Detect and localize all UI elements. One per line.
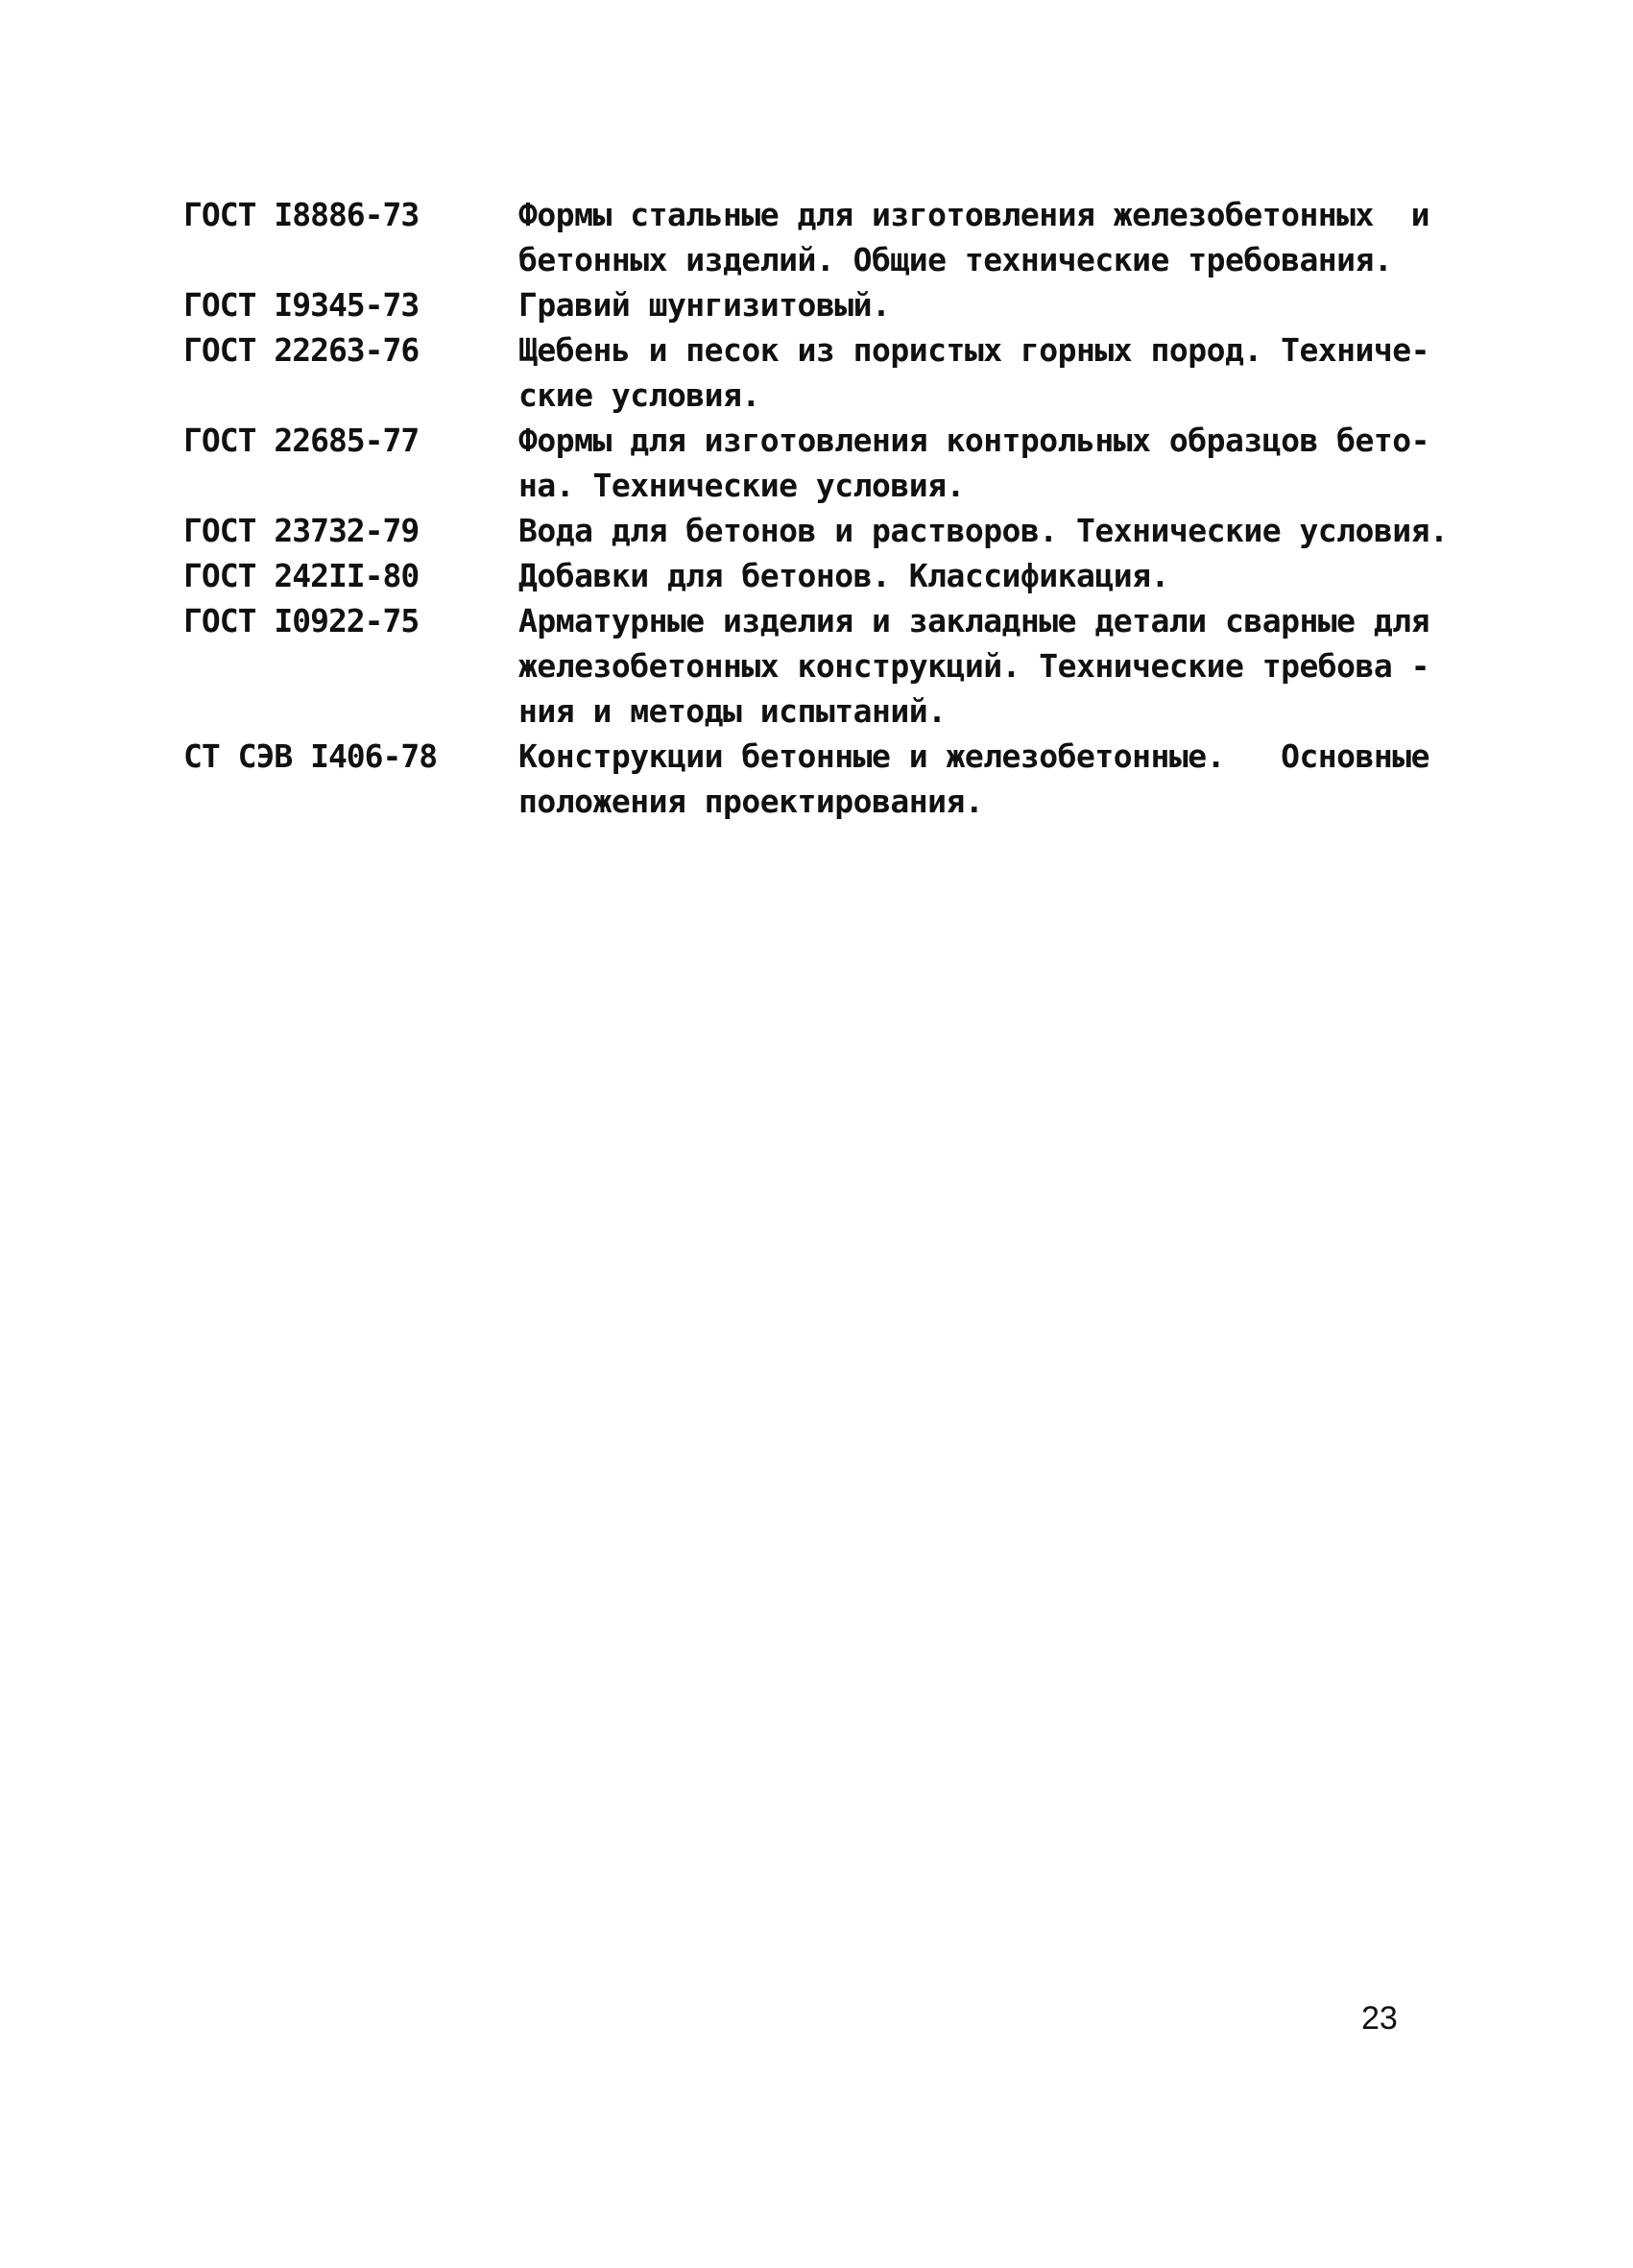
reference-code: ГОСТ I9345-73 xyxy=(183,286,420,324)
reference-code: ГОСТ I8886-73 xyxy=(183,196,420,233)
reference-code: ГОСТ 23732-79 xyxy=(183,512,420,549)
reference-title-line: Формы для изготовления контрольных образцов бето- xyxy=(518,422,1430,459)
page-number: 23 xyxy=(1361,2000,1398,2037)
reference-title-line: ские условия. xyxy=(518,376,760,414)
reference-title-line: бетонных изделий. Общие технические требования. xyxy=(518,241,1393,278)
reference-title xyxy=(518,598,1440,734)
reference-title xyxy=(518,508,1449,553)
reference-title-line: Вода для бетонов и растворов. Технические условия. xyxy=(518,512,1449,549)
reference-title xyxy=(518,734,1440,824)
reference-code: ГОСТ 22263-76 xyxy=(183,331,420,369)
reference-title-line: Гравий шунгизитовый. xyxy=(518,286,891,324)
reference-title xyxy=(518,418,1440,508)
reference-title xyxy=(518,553,1440,598)
reference-title xyxy=(518,282,1440,327)
reference-code: ГОСТ 22685-77 xyxy=(183,422,420,459)
reference-title-line: на. Технические условия. xyxy=(518,467,965,504)
reference-title-line: Формы стальные для изготовления железобетонных и xyxy=(518,196,1430,233)
reference-item xyxy=(183,734,1451,824)
reference-title-line: Добавки для бетонов. Классификация. xyxy=(518,557,1169,594)
reference-item xyxy=(183,282,1451,327)
reference-item xyxy=(183,418,1451,508)
reference-title-line: железобетонных конструкций. Технические требова - xyxy=(518,647,1430,685)
reference-title-line: Щебень и песок из пористых горных пород. Техниче- xyxy=(518,331,1430,369)
reference-code: СТ СЭВ I406-78 xyxy=(183,737,438,775)
reference-title-line: положения проектирования. xyxy=(518,783,984,820)
reference-item xyxy=(183,598,1451,734)
reference-item xyxy=(183,192,1451,282)
reference-title-line: ния и методы испытаний. xyxy=(518,692,947,730)
reference-title-line: Арматурные изделия и закладные детали сварные для xyxy=(518,602,1430,639)
reference-title-line: Конструкции бетонные и железобетонные. Основные xyxy=(518,737,1430,775)
reference-title xyxy=(518,327,1440,418)
reference-item xyxy=(183,508,1451,553)
reference-code: ГОСТ 242II-80 xyxy=(183,557,420,594)
reference-item xyxy=(183,327,1451,418)
reference-title xyxy=(518,192,1440,282)
reference-code: ГОСТ I0922-75 xyxy=(183,602,420,639)
reference-item xyxy=(183,553,1451,598)
normative-references-list xyxy=(183,192,1451,824)
